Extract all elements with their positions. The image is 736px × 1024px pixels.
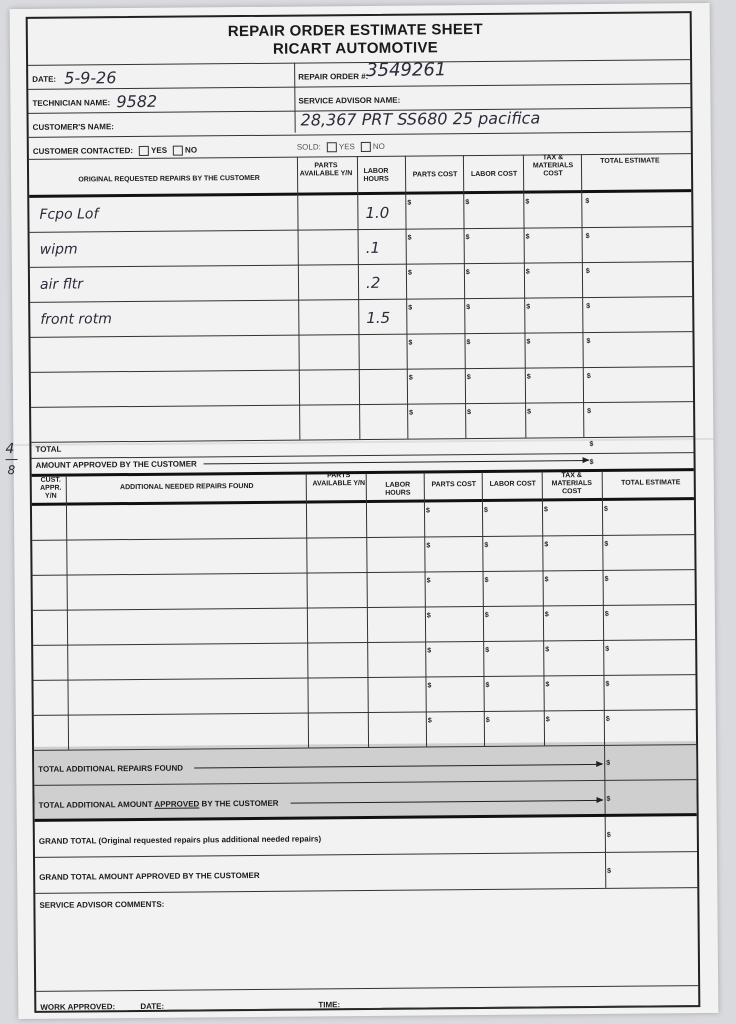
original-repairs-table [28,13,690,19]
t2-row-7-dollar-3[interactable]: $ [545,716,550,724]
grand-total-approved-label: GRAND TOTAL AMOUNT APPROVED BY THE CUSTOMER [39,870,260,882]
t1-row-4-dollar-4[interactable]: $ [586,303,591,311]
t2-row-line [32,534,694,541]
t2-header-repairs: ADDITIONAL NEEDED REPAIRS FOUND [119,482,254,492]
t1-row-line [31,436,693,443]
t1-column-line [357,156,360,439]
form-title: REPAIR ORDER ESTIMATE SHEET [227,20,483,41]
t1-row-2-dollar-1[interactable]: $ [407,234,412,242]
t1-header-labor-cost: LABOR COST [470,170,518,179]
t1-header-parts-cost: PARTS COST [412,171,458,179]
t1-header-total: TOTAL ESTIMATE [600,157,660,165]
contacted-yes-label: YES [150,145,168,155]
date-signature-line[interactable] [168,1009,308,1011]
t1-row-1-repair[interactable]: Fcpo Lof [39,206,99,223]
date-label-bottom: DATE: [140,1001,165,1011]
sold-yes-label: YES [338,142,355,152]
t1-header-tax: TAX & MATERIALS COST [532,154,574,178]
t2-row-5-dollar-3[interactable]: $ [545,646,550,654]
service-advisor-label: SERVICE ADVISOR NAME: [298,95,401,106]
t2-row-2-dollar-2[interactable]: $ [484,541,489,549]
t1-row-1-dollar-3[interactable]: $ [525,198,530,206]
date-value[interactable]: 5-9-26 [64,68,117,88]
work-approved-label: WORK APPROVED: [40,1002,116,1012]
t1-approved-dollar[interactable]: $ [589,458,594,467]
additional-repairs-table [28,13,690,19]
t1-row-3-repair[interactable]: air fltr [39,276,84,293]
t1-row-2-dollar-3[interactable]: $ [525,233,530,241]
t2-row-line [34,709,696,716]
t2-row-1-dollar-4[interactable]: $ [603,505,608,513]
t1-row-6-dollar-2[interactable]: $ [466,374,471,382]
sold-no-label: NO [372,141,385,152]
sold-field [297,142,385,153]
total-additional-dollar[interactable]: $ [606,759,611,767]
t2-header-tax: TAX & MATERIALS COST [551,472,592,496]
t1-row-4-dollar-1[interactable]: $ [408,304,413,312]
t2-row-7-dollar-2[interactable]: $ [485,716,490,724]
t1-row-1-dollar-4[interactable]: $ [585,198,590,206]
t2-row-4-dollar-1[interactable]: $ [426,612,431,620]
t2-row-2-dollar-3[interactable]: $ [544,541,549,549]
date-label: DATE: [32,74,57,84]
t1-row-3-dollar-4[interactable]: $ [585,268,590,276]
t1-row-1-hours[interactable]: 1.0 [365,203,390,222]
t1-row-line [31,366,693,373]
t1-row-line [30,331,692,338]
t2-row-line [33,604,695,611]
t2-row-7-dollar-1[interactable]: $ [427,717,432,725]
t1-header-repairs: ORIGINAL REQUESTED REPAIRS BY THE CUSTOMER [78,174,260,184]
sold-no-checkbox[interactable] [361,142,371,152]
t2-column-line [66,476,69,750]
time-label: TIME: [318,1000,341,1010]
t1-header-labor-hours: LABOR HOURS [363,167,389,183]
t2-row-3-dollar-1[interactable]: $ [426,577,431,585]
t2-header-cust-appr: CUST. APPR. Y/N [40,476,62,500]
t2-row-6-dollar-4[interactable]: $ [605,680,610,688]
t1-row-6-dollar-4[interactable]: $ [586,373,591,381]
t1-row-7-dollar-4[interactable]: $ [587,408,592,416]
customer-contacted-label: CUSTOMER CONTACTED: [32,146,134,156]
t2-row-6-dollar-3[interactable]: $ [545,681,550,689]
repair-order-label: REPAIR ORDER #: [298,71,369,82]
sold-label: SOLD: [296,142,321,152]
t1-row-5-dollar-3[interactable]: $ [526,338,531,346]
t1-row-7-dollar-3[interactable]: $ [527,408,532,416]
t1-row-2-dollar-2[interactable]: $ [465,234,470,242]
grand-total-dollar[interactable]: $ [606,831,611,839]
t1-row-4-dollar-2[interactable]: $ [466,304,471,312]
repair-order-value[interactable]: 3549261 [366,59,447,81]
t1-row-line [30,261,692,268]
t2-header-parts-available: PARTS AVAILABLE Y/N [312,472,366,488]
contacted-no-label: NO [184,145,198,155]
t2-column-line [366,473,369,747]
t2-row-6-dollar-2[interactable]: $ [485,681,490,689]
t1-column-line [523,155,526,438]
customer-name-label: CUSTOMER'S NAME: [32,122,114,132]
time-signature-line[interactable] [344,1005,694,1009]
t1-row-line [31,401,693,408]
t2-header-parts-cost: PARTS COST [431,481,477,489]
t1-row-1-dollar-2[interactable]: $ [465,199,470,207]
t1-row-line [30,226,692,233]
t1-row-3-hours[interactable]: .2 [365,273,381,292]
t2-row-2-dollar-4[interactable]: $ [604,540,609,548]
approved-arrow [204,460,589,464]
t1-row-2-dollar-4[interactable]: $ [585,233,590,241]
t1-column-line [581,154,584,437]
total-additional-approved-dollar[interactable]: $ [606,795,611,803]
t2-header-labor-cost: LABOR COST [489,480,536,488]
t1-row-5-dollar-1[interactable]: $ [408,339,413,347]
margin-note-bottom: 8 [7,463,16,478]
t1-row-5-dollar-2[interactable]: $ [466,339,471,347]
t2-row-4-dollar-2[interactable]: $ [484,611,489,619]
t1-total-line [32,452,694,459]
comments-label: SERVICE ADVISOR COMMENTS: [39,899,165,910]
t2-row-6-dollar-1[interactable]: $ [427,682,432,690]
t1-total-dollar[interactable]: $ [589,440,594,449]
t1-row-2-hours[interactable]: .1 [365,238,381,257]
t2-row-3-dollar-4[interactable]: $ [604,575,609,583]
t1-row-line [30,296,692,303]
contacted-no-checkbox[interactable] [173,146,183,156]
t2-column-line [306,473,309,747]
t2-row-2-dollar-1[interactable]: $ [426,542,431,550]
t2-row-4-dollar-3[interactable]: $ [544,611,549,619]
summary-line [35,851,697,858]
t2-row-3-dollar-2[interactable]: $ [484,576,489,584]
t1-row-3-dollar-2[interactable]: $ [465,269,470,277]
t1-header-rule [29,189,691,198]
t1-column-line [405,156,408,439]
technician-label: TECHNICIAN NAME: [32,98,111,108]
t2-row-5-dollar-4[interactable]: $ [605,645,610,653]
t1-column-line [463,155,466,438]
t2-row-line [33,569,695,576]
form-frame [26,11,701,1013]
grand-total-label: GRAND TOTAL (Original requested repairs plus additional needed repairs) [38,834,322,846]
total-additional-label: TOTAL ADDITIONAL REPAIRS FOUND [38,763,184,774]
t1-row-7-dollar-2[interactable]: $ [467,409,472,417]
t2-row-3-dollar-3[interactable]: $ [544,576,549,584]
t2-header-total: TOTAL ESTIMATE [621,479,681,487]
t1-row-6-dollar-3[interactable]: $ [526,373,531,381]
technician-value[interactable]: 9582 [116,91,158,112]
t1-header-parts-available: PARTS AVAILABLE Y/N [299,162,353,178]
summary-line [35,887,697,894]
sold-yes-checkbox[interactable] [327,142,337,152]
t1-approved-label: AMOUNT APPROVED BY THE CUSTOMER [35,459,197,470]
t2-row-1-dollar-3[interactable]: $ [543,506,548,514]
customer-contacted [33,145,197,156]
t2-row-4-dollar-4[interactable]: $ [604,610,609,618]
t2-header-labor-hours: LABOR HOURS [385,481,411,497]
t1-row-4-repair[interactable]: front rotm [40,311,112,328]
total-additional-approved-label: TOTAL ADDITIONAL AMOUNT APPROVED BY THE CUSTOMER [38,798,279,810]
t2-row-5-dollar-1[interactable]: $ [427,647,432,655]
t1-row-7-dollar-1[interactable]: $ [409,409,414,417]
t1-column-line [297,157,300,440]
t1-row-1-dollar-1[interactable]: $ [407,199,412,207]
t2-row-1-dollar-2[interactable]: $ [483,506,488,514]
t1-row-4-hours[interactable]: 1.5 [366,308,391,327]
t2-row-1-dollar-1[interactable]: $ [425,507,430,515]
t2-header-rule [32,497,694,506]
grand-total-approved-dollar[interactable]: $ [607,867,612,875]
t1-row-3-dollar-3[interactable]: $ [525,268,530,276]
contacted-yes-checkbox[interactable] [139,146,149,156]
vehicle-note[interactable]: 28,367 PRT SS680 25 pacifica [300,108,541,130]
estimate-sheet [5,3,719,1019]
comments-bottom-line [36,985,698,992]
t2-row-line [33,674,695,681]
t2-row-7-dollar-4[interactable]: $ [605,715,610,723]
t1-row-5-dollar-4[interactable]: $ [586,338,591,346]
margin-note-top: 4 [5,441,15,458]
t2-row-5-dollar-2[interactable]: $ [485,646,490,654]
t1-row-4-dollar-3[interactable]: $ [526,303,531,311]
form-subtitle: RICART AUTOMOTIVE [272,39,439,58]
t1-total-label: TOTAL [35,444,62,454]
t2-row-line [33,639,695,646]
t1-row-3-dollar-1[interactable]: $ [407,269,412,277]
t1-row-2-repair[interactable]: wipm [39,241,78,258]
t1-row-6-dollar-1[interactable]: $ [408,374,413,382]
